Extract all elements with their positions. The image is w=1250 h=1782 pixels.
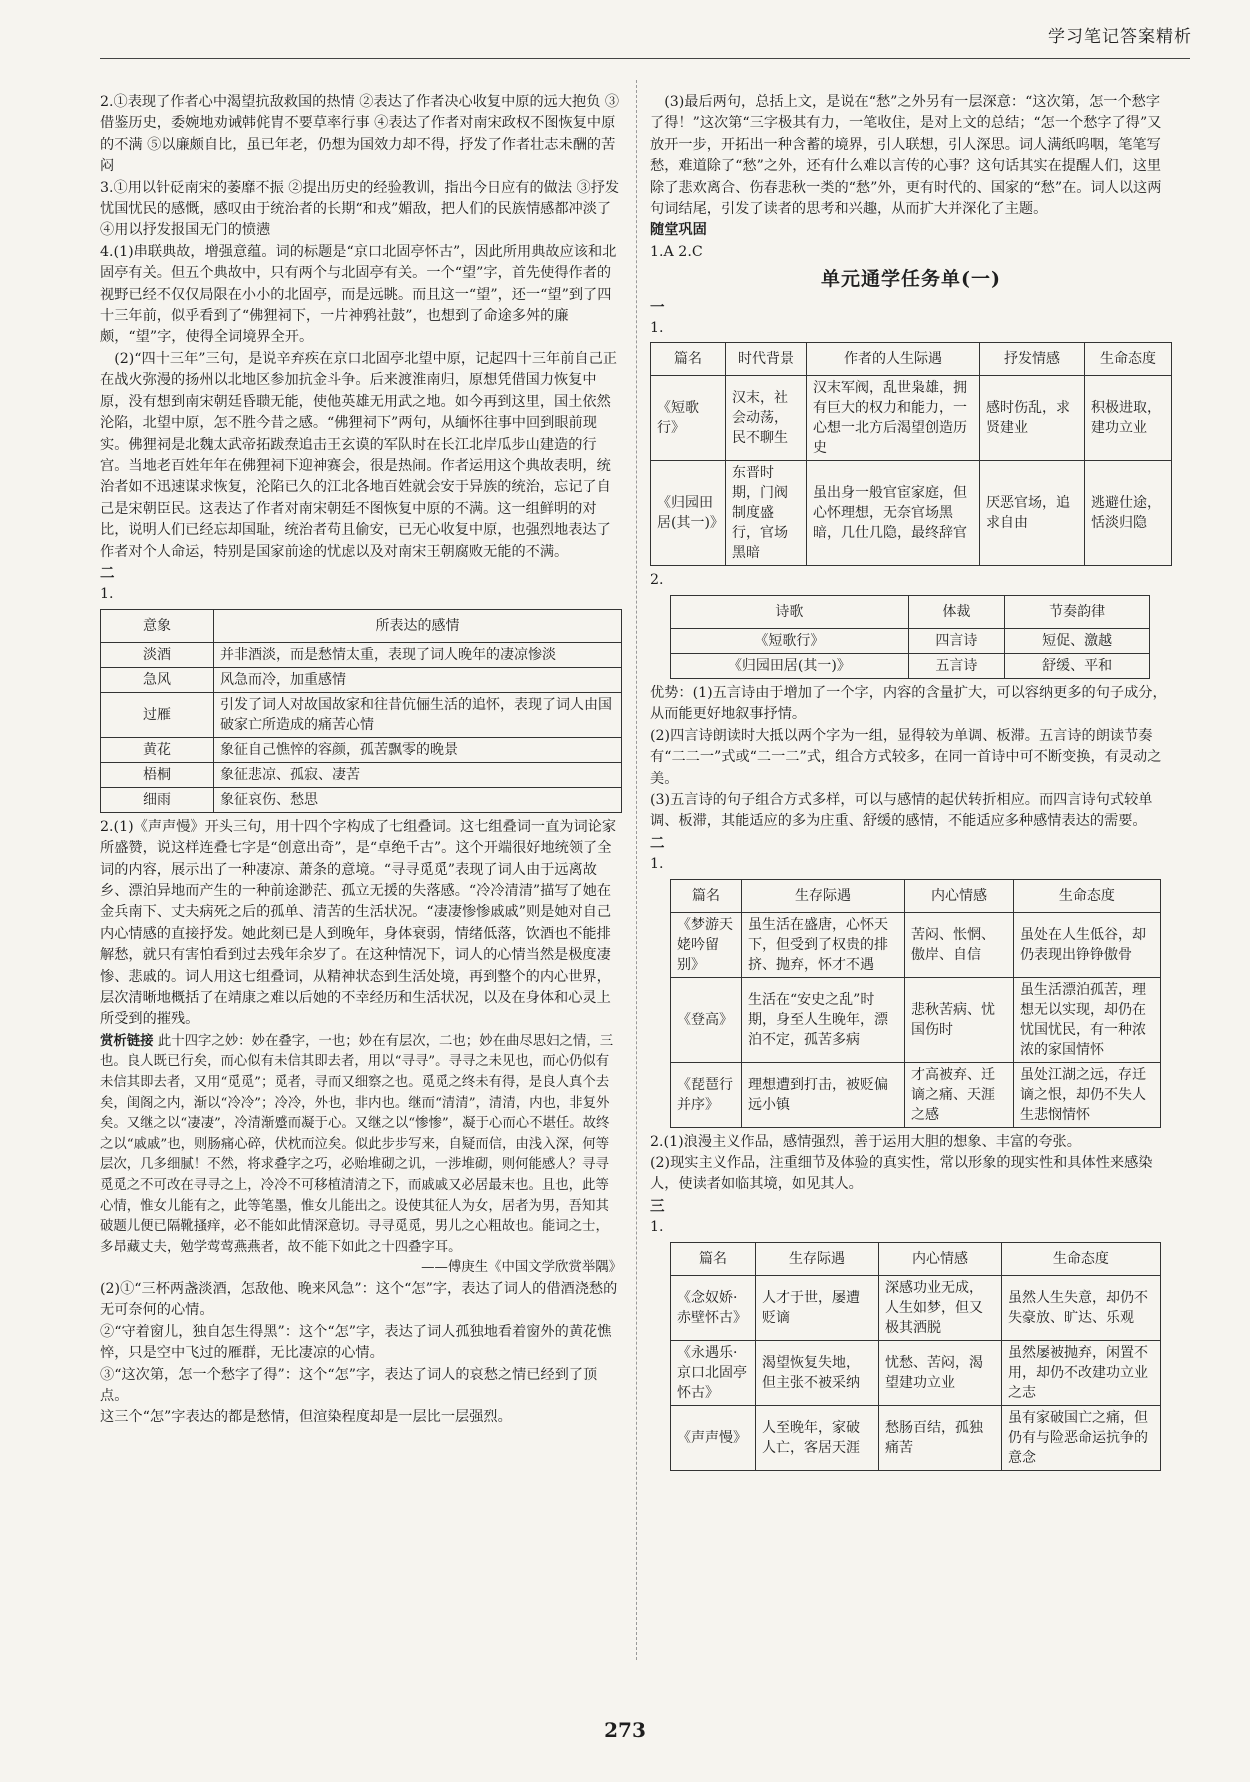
table-row [101, 787, 622, 812]
table-cell: 《梦游天姥吟留别》 [671, 912, 742, 977]
right-column [650, 92, 1172, 1475]
table-cell: 象征悲凉、孤寂、凄苦 [214, 762, 622, 787]
table-cell: 逃避仕途，恬淡归隐 [1085, 461, 1172, 566]
table-cell: 过雁 [101, 692, 214, 737]
table-cell: 虽处在人生低谷，却仍表现出铮铮傲骨 [1014, 912, 1161, 977]
table-cell: 《登高》 [671, 977, 742, 1062]
table-header: 作者的人生际遇 [807, 343, 980, 376]
poet-table-3 [670, 1242, 1161, 1471]
poet-table-2 [670, 879, 1161, 1128]
table-cell: 厌恶官场，追求自由 [980, 461, 1085, 566]
table-cell: 四言诗 [908, 628, 1004, 653]
appreciation-source: ——傅庚生《中国文学欣赏举隅》 [421, 1260, 622, 1276]
table-cell: 虽然人生失意，却仍不失豪放、旷达、乐观 [1002, 1275, 1161, 1340]
poet-table-1 [650, 342, 1172, 566]
table-cell: 《永遇乐·京口北固亭怀古》 [671, 1340, 756, 1405]
table-cell: 虽出身一般官宦家庭，但心怀理想，无奈官场黑暗，几仕几隐，最终辞官 [807, 461, 980, 566]
table-row [671, 628, 1150, 653]
table-cell: 黄花 [101, 737, 214, 762]
table-cell: 梧桐 [101, 762, 214, 787]
section-three-heading: 三 [650, 1197, 665, 1215]
answer-2c-1: (2)①“三杯两盏淡酒，怎敌他、晚来风急”：这个“怎”字，表达了词人的借酒浇愁的无可奈何的心情。 [100, 1280, 618, 1319]
table-cell: 淡酒 [101, 642, 214, 667]
table-row [671, 1062, 1161, 1127]
table-header: 意象 [101, 609, 214, 642]
table-cell: 风急而冷，加重感情 [214, 667, 622, 692]
table-row [101, 737, 622, 762]
advantage-1: 优势：(1)五言诗由于增加了一个字，内容的含量扩大，可以容纳更多的句子成分，从而能更好地叙事抒情。 [650, 684, 1167, 723]
table-cell: 人至晚年，家破人亡，客居天涯 [756, 1405, 879, 1470]
running-header: 学习笔记答案精析 [1048, 27, 1192, 47]
table-cell: 《琵琶行并序》 [671, 1062, 742, 1127]
table-cell: 东晋时期，门阀制度盛行，官场黑暗 [726, 461, 807, 566]
table-cell: 舒缓、平和 [1005, 653, 1150, 678]
question-label: 1. [650, 1219, 664, 1236]
answer-4-1: 4.(1)串联典故，增强意蕴。词的标题是“京口北固亭怀古”，因此所用典故应该和北固亭有关。但五个典故中，只有两个与北固亭有关。一个“望”字，首先使得作者的视野已经不仅仅局限在小小的北固亭，而是远眺。而且这一“望”，还一“望”到了四十三年前，似乎看到了“佛狸祠下，一片神鸦社鼓”，也想到了命途多舛的廉颇，“望”字，使得全词境界全开。 [100, 243, 617, 346]
table-cell: 深感功业无成，人生如梦，但又极其洒脱 [879, 1275, 1002, 1340]
table-cell: 并非酒淡，而是愁情太重，表现了词人晚年的凄凉惨淡 [214, 642, 622, 667]
header-rule [100, 58, 1190, 59]
table-header: 内心情感 [879, 1242, 1002, 1275]
table-header: 体裁 [908, 595, 1004, 628]
table-cell: 虽有家破国亡之痛，但仍有与险恶命运抗争的意念 [1002, 1405, 1161, 1470]
table-header: 篇名 [651, 343, 726, 376]
table-cell: 生活在“安史之乱”时期，身至人生晚年，漂泊不定，孤苦多病 [742, 977, 905, 1062]
consolidate-heading: 随堂巩固 [650, 222, 707, 239]
table-cell: 虽然屡被抛弃，闲置不用，却仍不改建功立业之志 [1002, 1340, 1161, 1405]
table-cell: 急风 [101, 667, 214, 692]
answer-2: 2.①表现了作者心中渴望抗敌救国的热情 ②表达了作者决心收复中原的远大抱负 ③借鉴历史，委婉地劝诫韩侂胄不要草率行事 ④表达了作者对南宋政权不图恢复中原的不满 ⑤以廉颇自比，虽已年老，仍想为国效力却不得，抒发了作者壮志未酬的苦闷 [100, 94, 620, 175]
section-one-heading: 一 [650, 298, 665, 316]
table-cell: 虽生活漂泊孤苦，理想无以实现，却仍在忧国忧民，有一种浓浓的家国情怀 [1014, 977, 1161, 1062]
table-header: 生存际遇 [756, 1242, 879, 1275]
table-cell: 人才于世，屡遭贬谪 [756, 1275, 879, 1340]
table-header: 节奏韵律 [1005, 595, 1150, 628]
table-header: 所表达的感情 [214, 609, 622, 642]
answer-4-2: (2)“四十三年”三句，是说辛弃疾在京口北固亭北望中原，记起四十三年前自己正在战火弥漫的扬州以北地区参加抗金斗争。后来渡淮南归，原想凭借国力恢复中原，没有想到南宋朝廷昏聩无能，使他英雄无用武之地。如今再到这里，国土依然沦陷，北望中原，怎不胜今昔之感。“佛狸祠下”两句，从缅怀往事中回到眼前现实。佛狸祠是北魏太武帝拓跋焘追击王玄谟的军队时在长江北岸瓜步山建造的行宫。当地老百姓年年在佛狸祠下迎神赛会，很是热闹。作者运用这个典故表明，统治者如不迅速谋求恢复，沦陷已久的江北各地百姓就会安于异族的统治，忘记了自己是宋朝臣民。这表达了作者对南宋朝廷不图恢复中原的不满。这一组鲜明的对比，说明人们已经忘却国耻，统治者苟且偷安，已无心收复中原，也强烈地表达了作者对个人命运，特别是国家前途的忧虑以及对南宋王朝腐败无能的不满。 [100, 350, 617, 560]
table-cell: 《短歌行》 [651, 376, 726, 461]
answer-2b: 2.(1)《声声慢》开头三句，用十四个字构成了七组叠词。这七组叠词一直为词论家所盛赞，说这样连叠七字是“创意出奇”，是“卓绝千古”。这个开端很好地统领了全词的内容，展示出了一种凄凉、萧条的意境。“寻寻觅觅”表现了词人由于远离故乡、漂泊异地而产生的一种前途渺茫、孤立无援的失落感。“冷冷清清”描写了她在金兵南下、丈夫病死之后的孤单、清苦的生活状况。“凄凄惨惨戚戚”则是她对自己内心情感的直接抒发。她此刻已是人到晚年，身体衰弱，情绪低落，饮酒也不能排解愁，就只有害怕看到过去残年余岁了。在这种情况下，词人的心情当然是极度凄惨、悲戚的。词人用这七组叠词，从精神状态到生活处境，再到整个的内心世界，层次清晰地概括了在靖康之难以后她的不幸经历和生活状况，以及在身体和心灵上所受到的摧残。 [100, 818, 617, 1028]
answer-3-final: (3)最后两句，总括上文，是说在“愁”之外另有一层深意：“这次第，怎一个愁字了得！”这次第“三字极其有力，一笔收住，是对上文的总结；“怎一个愁字了得”又放开一步，开拓出一种含蓄的境界，引人联想，引人深思。词人满纸呜咽，笔笔写愁，难道除了“愁”之外，还有什么难以言传的心事？这句话其实在提醒人们，这里除了悲欢离合、伤春悲秋一类的“愁”外，更有时代的、国家的“愁”在。词人以这两句词结尾，引发了读者的思考和兴趣，从而扩大并深化了主题。 [650, 94, 1162, 218]
table-cell: 细雨 [101, 787, 214, 812]
appreciation-text: 此十四字之妙：妙在叠字，一也；妙在有层次，二也；妙在曲尽思妇之情，三也。良人既已行矣，而心似有未信其即去者，用以“寻寻”。寻寻之未见也，而心仍似有未信其即去者，又用“觅觅”；觅者，寻而又细察之也。觅觅之终未有得，是良人真个去矣，闺阁之内，渐以“冷冷”；冷冷，外也，非内也。继而“清清”，清清，内也，非复外矣。又继之以“凄凄”，冷清渐蹙而凝于心。又继之以“惨惨”，凝于心而心不堪任。故终之以“戚戚”也，则肠痛心碎，伏枕而泣矣。似此步步写来，自疑而信，由浅入深，何等层次，几多细腻！不然，将求叠字之巧，必贻堆砌之讥，一涉堆砌，则何能感人？寻寻觅觅之不可改在寻寻之上，冷冷不可移植清清之下，而戚戚又必居最末也。且也，此等心情，惟女儿能有之，此等笔墨，惟女儿能出之。设使其征人为女，居者为男，吾知其破题儿便已隔靴搔痒，必不能如此情深意切。寻寻觅觅，男儿之心粗故也。能词之士，多昂藏丈夫，勉学莺莺燕燕者，故不能下如此之十四叠字耳。 [100, 1033, 614, 1255]
table-header: 内心情感 [905, 879, 1014, 912]
table-header: 生命态度 [1085, 343, 1172, 376]
table-cell: 虽处江湖之远，存迁谪之恨，却仍不失人生悲悯情怀 [1014, 1062, 1161, 1127]
table-header: 篇名 [671, 1242, 756, 1275]
appreciation-link [100, 1031, 622, 1259]
table-header: 篇名 [671, 879, 742, 912]
table-cell: 渴望恢复失地，但主张不被采纳 [756, 1340, 879, 1405]
table-row [671, 1340, 1161, 1405]
answer-2c-3: ③“这次第，怎一个愁字了得”：这个“怎”字，表达了词人的哀愁之情已经到了顶点。 [100, 1366, 598, 1404]
table-cell: 五言诗 [908, 653, 1004, 678]
table-cell: 忧愁、苦闷，渴望建功立业 [879, 1340, 1002, 1405]
table-row [671, 977, 1161, 1062]
page-number: 273 [604, 1718, 646, 1742]
advantage-3: (3)五言诗的句子组合方式多样，可以与感情的起伏转折相应。而四言诗句式较单调、板滞，其能适应的多为庄重、舒缓的感情，不能适应多种感情表达的需要。 [650, 791, 1153, 830]
table-header: 生存际遇 [742, 879, 905, 912]
appreciation-label: 赏析链接 [100, 1032, 154, 1049]
left-column [100, 92, 622, 1429]
table-cell: 汉末，社会动荡，民不聊生 [726, 376, 807, 461]
consolidate-answers: 1.A 2.C [650, 243, 703, 260]
table-header: 生命态度 [1014, 879, 1161, 912]
column-divider [636, 80, 637, 1660]
table-cell: 引发了词人对故国故家和往昔伉俪生活的追怀，表现了词人由国破家亡所造成的痛苦心情 [214, 692, 622, 737]
table-header: 生命态度 [1002, 1242, 1161, 1275]
answer-3: 3.①用以针砭南宋的萎靡不振 ②提出历史的经验教训，指出今日应有的做法 ③抒发忧国忧民的感慨，感叹由于统治者的长期“和戎”媚敌，把人们的民族情感都冲淡了 ④用以抒发报国无门的愤懑 [100, 179, 620, 239]
question-label: 1. [650, 856, 664, 873]
table-cell: 才高被弃、迁谪之痛、天涯之感 [905, 1062, 1014, 1127]
table-cell: 象征哀伤、愁思 [214, 787, 622, 812]
table-cell: 《短歌行》 [671, 628, 909, 653]
table-row [671, 653, 1150, 678]
table-cell: 苦闷、怅惘、傲岸、自信 [905, 912, 1014, 977]
table-cell: 《念奴娇·赤壁怀古》 [671, 1275, 756, 1340]
table-row [101, 667, 622, 692]
table-row [671, 1275, 1161, 1340]
table-row [651, 461, 1172, 566]
table-cell: 《归园田居(其一)》 [671, 653, 909, 678]
table-header: 时代背景 [726, 343, 807, 376]
section-two-heading: 二 [650, 834, 665, 852]
table-header: 抒发情感 [980, 343, 1085, 376]
question-label: 2. [650, 572, 664, 589]
table-cell: 感时伤乱，求贤建业 [980, 376, 1085, 461]
question-label: 1. [650, 320, 664, 337]
table-cell: 悲秋苦病、忧国伤时 [905, 977, 1014, 1062]
answer-s2-2-2: (2)现实主义作品，注重细节及体验的真实性，常以形象的现实性和具体性来感染人，使读者如临其境，如见其人。 [650, 1154, 1153, 1193]
table-row [651, 376, 1172, 461]
table-row [101, 692, 622, 737]
section-two-heading: 二 [100, 564, 115, 582]
table-header: 诗歌 [671, 595, 909, 628]
table-cell: 愁肠百结，孤独痛苦 [879, 1405, 1002, 1470]
answer-s2-2-1: 2.(1)浪漫主义作品，感情强烈，善于运用大胆的想象、丰富的夸张。 [650, 1133, 1081, 1150]
answer-2c-2: ②“守着窗儿，独自怎生得黑”：这个“怎”字，表达了词人孤独地看着窗外的黄花憔悴，只是空中飞过的雁群，无比凄凉的心情。 [100, 1323, 612, 1362]
table-cell: 积极进取，建功立业 [1085, 376, 1172, 461]
table-cell: 《声声慢》 [671, 1405, 756, 1470]
table-row [671, 912, 1161, 977]
answer-2c-end: 这三个“怎”字表达的都是愁情，但渲染程度却是一层比一层强烈。 [100, 1409, 512, 1426]
table-row [101, 762, 622, 787]
table-cell: 短促、激越 [1005, 628, 1150, 653]
unit-title: 单元通学任务单(一) [821, 268, 1001, 291]
table-cell: 虽生活在盛唐，心怀天下，但受到了权贵的排挤、抛弃，怀才不遇 [742, 912, 905, 977]
table-cell: 象征自己憔悴的容颜，孤苦飘零的晚景 [214, 737, 622, 762]
question-label: 1. [100, 586, 114, 603]
imagery-table [100, 609, 622, 813]
advantage-2: (2)四言诗朗读时大抵以两个字为一组，显得较为单调、板滞。五言诗的朗读节奏有“二二一”式或“二一二”式，组合方式较多，在同一首诗中可不断变换，有灵动之美。 [650, 727, 1162, 787]
table-row [101, 642, 622, 667]
table-cell: 《归园田居(其一)》 [651, 461, 726, 566]
rhythm-table [670, 595, 1150, 679]
table-cell: 汉末军阀，乱世枭雄，拥有巨大的权力和能力，一心想一北方后渴望创造历史 [807, 376, 980, 461]
table-cell: 理想遭到打击，被贬偏远小镇 [742, 1062, 905, 1127]
table-row [671, 1405, 1161, 1470]
